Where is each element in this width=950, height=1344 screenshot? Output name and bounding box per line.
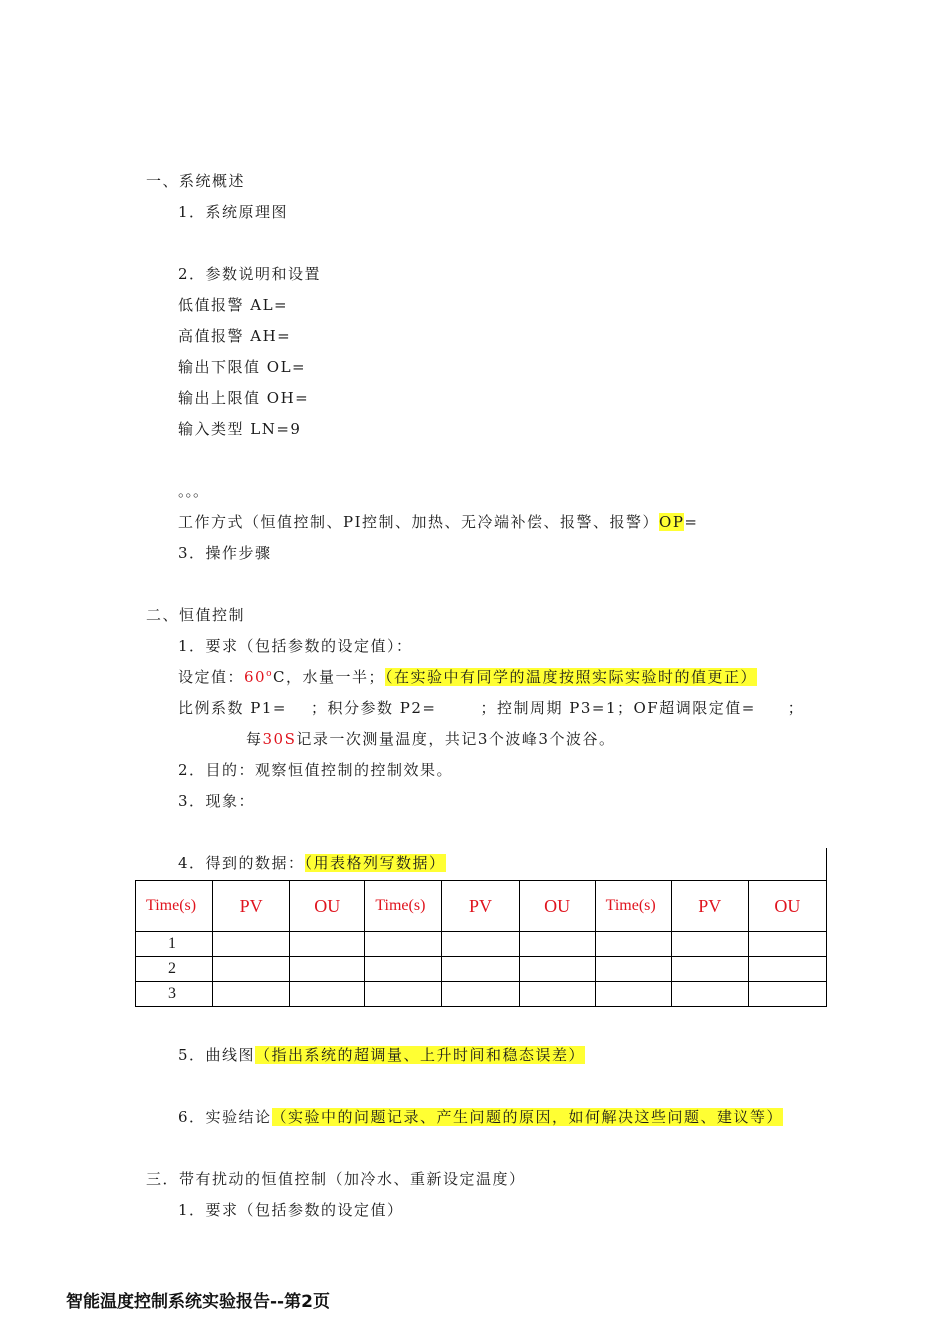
setpoint-unit: C xyxy=(273,668,287,686)
table-cell xyxy=(365,957,442,982)
table-cell xyxy=(290,957,365,982)
record-line xyxy=(246,728,615,750)
setpoint-rest: ，水量一半； xyxy=(286,668,386,686)
pid-params-line xyxy=(178,697,804,719)
table-cell xyxy=(595,957,671,982)
table-cell xyxy=(671,932,748,957)
data-table xyxy=(135,880,827,1007)
header-ou-2: OU xyxy=(519,881,595,932)
table-cell: 1 xyxy=(136,932,213,957)
ellipsis-dots: 。。。 xyxy=(178,482,209,500)
record-interval: 30S xyxy=(262,730,297,748)
header-time-3: Time(s) xyxy=(595,881,671,932)
param-p1: 比例系数 P1= xyxy=(178,699,287,717)
data-label: 4．得到的数据： xyxy=(178,854,305,872)
curve-line xyxy=(178,1044,585,1066)
table-cell xyxy=(213,982,290,1007)
table-cell xyxy=(290,982,365,1007)
curve-label: 5．曲线图 xyxy=(178,1046,256,1064)
section1-item3: 3．操作步骤 xyxy=(178,544,272,562)
header-time-2: Time(s) xyxy=(365,881,442,932)
table-cell xyxy=(213,957,290,982)
header-pv-1: PV xyxy=(213,881,290,932)
table-cell: 2 xyxy=(136,957,213,982)
setpoint-degree: o xyxy=(266,669,274,679)
param-p2: ；积分参数 P2= xyxy=(310,699,437,717)
curve-note: （指出系统的超调量、上升时间和稳态误差） xyxy=(255,1046,586,1064)
setpoint-value: 60 xyxy=(244,668,267,686)
table-cell xyxy=(519,932,595,957)
table-row xyxy=(136,932,827,957)
section2-requirement: 1．要求（包括参数的设定值）： xyxy=(178,637,413,655)
table-header-row xyxy=(136,881,827,932)
section1-item2: 2．参数说明和设置 xyxy=(178,265,322,283)
table-cell xyxy=(671,957,748,982)
setpoint-note: （在实验中有同学的温度按照实际实验时的值更正） xyxy=(385,668,758,686)
conclusion-line xyxy=(178,1106,783,1128)
setpoint-line xyxy=(178,666,757,688)
table-row xyxy=(136,957,827,982)
param-end: ； xyxy=(787,699,805,717)
table-cell xyxy=(365,982,442,1007)
header-ou-1: OU xyxy=(290,881,365,932)
section3-title: 三．带有扰动的恒值控制（加冷水、重新设定温度） xyxy=(146,1170,526,1188)
purpose-line: 2．目的：观察恒值控制的控制效果。 xyxy=(178,761,454,779)
header-time-1: Time(s) xyxy=(136,881,213,932)
section1-item1: 1．系统原理图 xyxy=(178,203,289,221)
table-cell xyxy=(519,957,595,982)
header-pv-2: PV xyxy=(442,881,519,932)
table-cell xyxy=(290,932,365,957)
record-pre: 每 xyxy=(246,730,263,748)
table-cell: 3 xyxy=(136,982,213,1007)
table-cell xyxy=(213,932,290,957)
record-post: 记录一次测量温度，共记3个波峰3个波谷。 xyxy=(296,730,616,748)
table-edge-line xyxy=(826,848,827,880)
table-cell xyxy=(365,932,442,957)
work-mode-op: OP xyxy=(659,513,685,531)
work-mode-text: 工作方式（恒值控制、PI控制、加热、无冷端补偿、报警、报警） xyxy=(178,513,660,531)
table-cell xyxy=(595,932,671,957)
setpoint-label: 设定值： xyxy=(178,668,245,686)
table-cell xyxy=(748,982,826,1007)
work-mode-eq: = xyxy=(684,513,699,531)
table-cell xyxy=(519,982,595,1007)
data-note: （用表格列写数据） xyxy=(304,854,446,872)
data-line xyxy=(178,852,446,874)
param-ln: 输入类型 LN=9 xyxy=(178,420,302,438)
header-ou-3: OU xyxy=(748,881,826,932)
param-al: 低值报警 AL= xyxy=(178,296,289,314)
table-cell xyxy=(748,932,826,957)
param-ol: 输出下限值 OL= xyxy=(178,358,307,376)
table-cell xyxy=(442,982,519,1007)
page-footer: 智能温度控制系统实验报告--第2页 xyxy=(66,1292,330,1312)
phenomenon-line: 3．现象： xyxy=(178,792,256,810)
table-cell xyxy=(748,957,826,982)
conclusion-note: （实验中的问题记录、产生问题的原因，如何解决这些问题、建议等） xyxy=(271,1108,784,1126)
table-cell xyxy=(671,982,748,1007)
header-pv-3: PV xyxy=(671,881,748,932)
conclusion-label: 6．实验结论 xyxy=(178,1108,272,1126)
section1-title: 一、系统概述 xyxy=(146,172,246,190)
work-mode-line xyxy=(178,511,699,533)
section3-requirement: 1．要求（包括参数的设定值） xyxy=(178,1201,404,1219)
table-cell xyxy=(442,957,519,982)
param-ah: 高值报警 AH= xyxy=(178,327,292,345)
table-cell xyxy=(442,932,519,957)
table-cell xyxy=(595,982,671,1007)
param-p3: ；控制周期 P3=1；OF超调限定值= xyxy=(480,699,756,717)
section2-title: 二、恒值控制 xyxy=(146,606,246,624)
param-oh: 输出上限值 OH= xyxy=(178,389,310,407)
table-row xyxy=(136,982,827,1007)
